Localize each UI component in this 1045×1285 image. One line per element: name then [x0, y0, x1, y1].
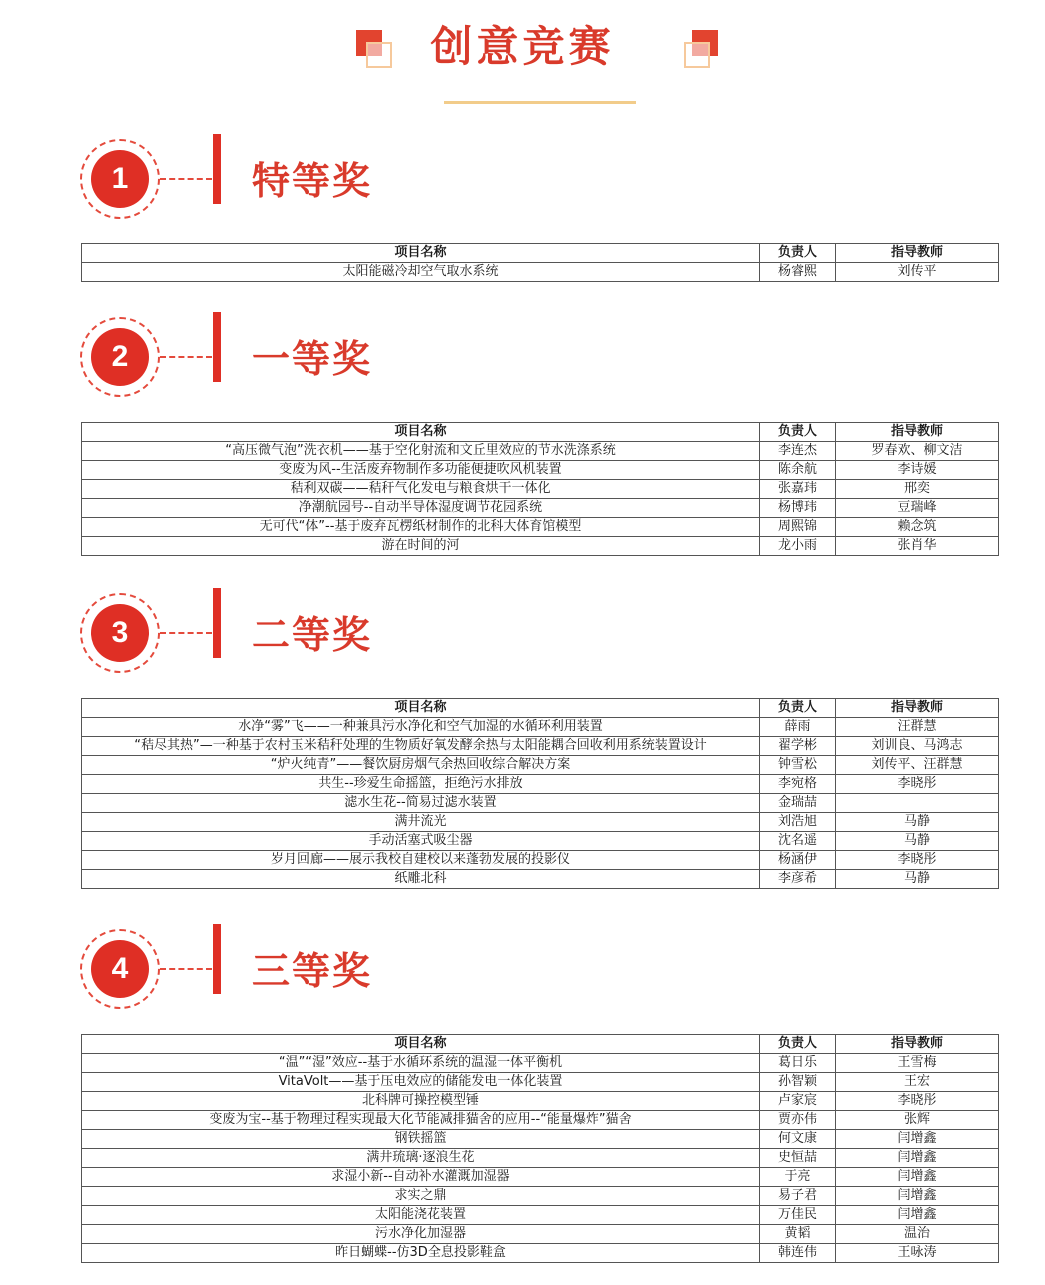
award-number: 3	[91, 604, 149, 662]
advisor-cell: 李晓彤	[836, 851, 999, 870]
project-name-cell: 求实之鼎	[82, 1187, 760, 1206]
leader-cell: 万佳民	[760, 1206, 836, 1225]
project-name-cell: “高压微气泡”洗衣机——基于空化射流和文丘里效应的节水洗涤系统	[82, 442, 760, 461]
advisor-cell: 闫增鑫	[836, 1206, 999, 1225]
table-row	[82, 442, 999, 461]
advisor-cell: 闫增鑫	[836, 1130, 999, 1149]
leader-cell: 黄韬	[760, 1225, 836, 1244]
leader-cell: 史恒喆	[760, 1149, 836, 1168]
award-table-body	[82, 699, 999, 889]
project-name-cell: 净潮航园号--自动半导体湿度调节花园系统	[82, 499, 760, 518]
table-header-row	[82, 423, 999, 442]
award-number: 2	[91, 328, 149, 386]
advisor-cell: 刘传平、汪群慧	[836, 756, 999, 775]
table-row	[82, 480, 999, 499]
project-name-cell: 手动活塞式吸尘器	[82, 832, 760, 851]
project-name-cell: 秸利双碳——秸秆气化发电与粮食烘干一体化	[82, 480, 760, 499]
table-row	[82, 1168, 999, 1187]
project-name-cell: 共生--珍爱生命摇篮，拒绝污水排放	[82, 775, 760, 794]
title-underline	[444, 101, 636, 104]
leader-cell: 何文康	[760, 1130, 836, 1149]
decorative-squares-right	[684, 30, 718, 64]
project-name-cell: 污水净化加湿器	[82, 1225, 760, 1244]
table-header-row	[82, 699, 999, 718]
leader-cell: 杨睿熙	[760, 263, 836, 282]
project-name-cell: 无可代“体”--基于废弃瓦楞纸材制作的北科大体育馆模型	[82, 518, 760, 537]
advisor-cell: 王雪梅	[836, 1054, 999, 1073]
leader-cell: 翟学彬	[760, 737, 836, 756]
advisor-cell: 刘训良、马鸿志	[836, 737, 999, 756]
table-row	[82, 1073, 999, 1092]
leader-cell: 孙智颖	[760, 1073, 836, 1092]
leader-cell: 薛雨	[760, 718, 836, 737]
advisor-cell: 马静	[836, 870, 999, 889]
column-header: 指导教师	[836, 423, 999, 442]
table-row	[82, 1225, 999, 1244]
award-number-badge	[80, 139, 160, 219]
award-title: 特等奖	[252, 159, 373, 203]
advisor-cell: 张肖华	[836, 537, 999, 556]
advisor-cell: 马静	[836, 813, 999, 832]
project-name-cell: 满井流光	[82, 813, 760, 832]
table-row	[82, 1187, 999, 1206]
award-number: 1	[91, 150, 149, 208]
column-header: 项目名称	[82, 699, 760, 718]
award-number-badge	[80, 929, 160, 1009]
project-name-cell: 变废为宝--基于物理过程实现最大化节能减排猫舍的应用--“能量爆炸”猫舍	[82, 1111, 760, 1130]
project-name-cell: “炉火纯青”——餐饮厨房烟气余热回收综合解决方案	[82, 756, 760, 775]
table-row	[82, 718, 999, 737]
dashed-connector	[160, 968, 212, 970]
table-row	[82, 851, 999, 870]
leader-cell: 杨博玮	[760, 499, 836, 518]
column-header: 项目名称	[82, 423, 760, 442]
advisor-cell: 温治	[836, 1225, 999, 1244]
award-table-body	[82, 244, 999, 282]
heading-bar	[213, 134, 221, 204]
project-name-cell: 滤水生花--简易过滤水装置	[82, 794, 760, 813]
advisor-cell: 汪群慧	[836, 718, 999, 737]
advisor-cell	[836, 794, 999, 813]
leader-cell: 杨涵伊	[760, 851, 836, 870]
advisor-cell: 赖念筑	[836, 518, 999, 537]
advisor-cell: 闫增鑫	[836, 1149, 999, 1168]
advisor-cell: 王宏	[836, 1073, 999, 1092]
leader-cell: 于亮	[760, 1168, 836, 1187]
heading-bar	[213, 588, 221, 658]
advisor-cell: 豆瑞峰	[836, 499, 999, 518]
award-title: 三等奖	[252, 949, 373, 993]
award-table-second	[81, 698, 999, 889]
leader-cell: 卢家宸	[760, 1092, 836, 1111]
advisor-cell: 罗春欢、柳文洁	[836, 442, 999, 461]
table-row	[82, 1244, 999, 1263]
project-name-cell: 钢铁摇篮	[82, 1130, 760, 1149]
award-number-badge	[80, 317, 160, 397]
table-row	[82, 870, 999, 889]
table-row	[82, 1206, 999, 1225]
table-row	[82, 1092, 999, 1111]
project-name-cell: 北科牌可操控模型锤	[82, 1092, 760, 1111]
award-table-special	[81, 243, 999, 282]
table-row	[82, 813, 999, 832]
project-name-cell: 太阳能磁冷却空气取水系统	[82, 263, 760, 282]
table-row	[82, 263, 999, 282]
column-header: 负责人	[760, 423, 836, 442]
dashed-connector	[160, 178, 212, 180]
advisor-cell: 马静	[836, 832, 999, 851]
leader-cell: 金瑞喆	[760, 794, 836, 813]
leader-cell: 周熙锦	[760, 518, 836, 537]
table-row	[82, 737, 999, 756]
leader-cell: 韩连伟	[760, 1244, 836, 1263]
project-name-cell: 求湿小新--自动补水灌溉加湿器	[82, 1168, 760, 1187]
table-row	[82, 832, 999, 851]
leader-cell: 龙小雨	[760, 537, 836, 556]
leader-cell: 沈名遥	[760, 832, 836, 851]
heading-bar	[213, 924, 221, 994]
leader-cell: 陈余航	[760, 461, 836, 480]
page-header	[0, 0, 1045, 110]
advisor-cell: 李诗媛	[836, 461, 999, 480]
leader-cell: 葛日乐	[760, 1054, 836, 1073]
column-header: 项目名称	[82, 1035, 760, 1054]
award-number: 4	[91, 940, 149, 998]
advisor-cell: 李晓彤	[836, 1092, 999, 1111]
column-header: 负责人	[760, 1035, 836, 1054]
table-row	[82, 1149, 999, 1168]
column-header: 项目名称	[82, 244, 760, 263]
award-heading-second	[80, 588, 480, 680]
leader-cell: 李连杰	[760, 442, 836, 461]
project-name-cell: 变废为风--生活废弃物制作多功能便捷吹风机装置	[82, 461, 760, 480]
award-heading-first	[80, 312, 480, 404]
table-row	[82, 537, 999, 556]
column-header: 指导教师	[836, 699, 999, 718]
table-header-row	[82, 244, 999, 263]
column-header: 负责人	[760, 699, 836, 718]
leader-cell: 李宛格	[760, 775, 836, 794]
table-row	[82, 794, 999, 813]
project-name-cell: 水净“雾”飞——一种兼具污水净化和空气加湿的水循环利用装置	[82, 718, 760, 737]
advisor-cell: 闫增鑫	[836, 1187, 999, 1206]
dashed-connector	[160, 356, 212, 358]
advisor-cell: 刘传平	[836, 263, 999, 282]
leader-cell: 李彦希	[760, 870, 836, 889]
advisor-cell: 王咏涛	[836, 1244, 999, 1263]
leader-cell: 易子君	[760, 1187, 836, 1206]
column-header: 指导教师	[836, 1035, 999, 1054]
advisor-cell: 张辉	[836, 1111, 999, 1130]
table-header-row	[82, 1035, 999, 1054]
award-title: 二等奖	[252, 613, 373, 657]
heading-bar	[213, 312, 221, 382]
award-heading-special	[80, 134, 480, 226]
award-table-body	[82, 1035, 999, 1263]
leader-cell: 钟雪松	[760, 756, 836, 775]
project-name-cell: “温”“湿”效应--基于水循环系统的温湿一体平衡机	[82, 1054, 760, 1073]
table-row	[82, 775, 999, 794]
award-heading-third	[80, 924, 480, 1016]
page-title: 创意竞赛	[430, 22, 615, 71]
project-name-cell: “秸尽其热”—一种基于农村玉米秸秆处理的生物质好氧发酵余热与太阳能耦合回收利用系统装置设计	[82, 737, 760, 756]
award-number-badge	[80, 593, 160, 673]
table-row	[82, 461, 999, 480]
project-name-cell: 纸雕北科	[82, 870, 760, 889]
project-name-cell: 游在时间的河	[82, 537, 760, 556]
project-name-cell: 昨日蝴蝶--仿3D全息投影鞋盒	[82, 1244, 760, 1263]
column-header: 负责人	[760, 244, 836, 263]
table-row	[82, 1130, 999, 1149]
table-row	[82, 1054, 999, 1073]
award-title: 一等奖	[252, 337, 373, 381]
table-row	[82, 756, 999, 775]
advisor-cell: 邢奕	[836, 480, 999, 499]
leader-cell: 刘浩旭	[760, 813, 836, 832]
award-table-first	[81, 422, 999, 556]
project-name-cell: 岁月回廊——展示我校自建校以来蓬勃发展的投影仪	[82, 851, 760, 870]
dashed-connector	[160, 632, 212, 634]
advisor-cell: 李晓彤	[836, 775, 999, 794]
award-table-body	[82, 423, 999, 556]
table-row	[82, 499, 999, 518]
table-row	[82, 1111, 999, 1130]
project-name-cell: VitaVolt——基于压电效应的储能发电一体化装置	[82, 1073, 760, 1092]
leader-cell: 张嘉玮	[760, 480, 836, 499]
column-header: 指导教师	[836, 244, 999, 263]
project-name-cell: 太阳能浇花装置	[82, 1206, 760, 1225]
project-name-cell: 满井琉璃·逐浪生花	[82, 1149, 760, 1168]
advisor-cell: 闫增鑫	[836, 1168, 999, 1187]
leader-cell: 贾亦伟	[760, 1111, 836, 1130]
decorative-square-outline	[684, 42, 710, 68]
table-row	[82, 518, 999, 537]
award-table-third	[81, 1034, 999, 1263]
